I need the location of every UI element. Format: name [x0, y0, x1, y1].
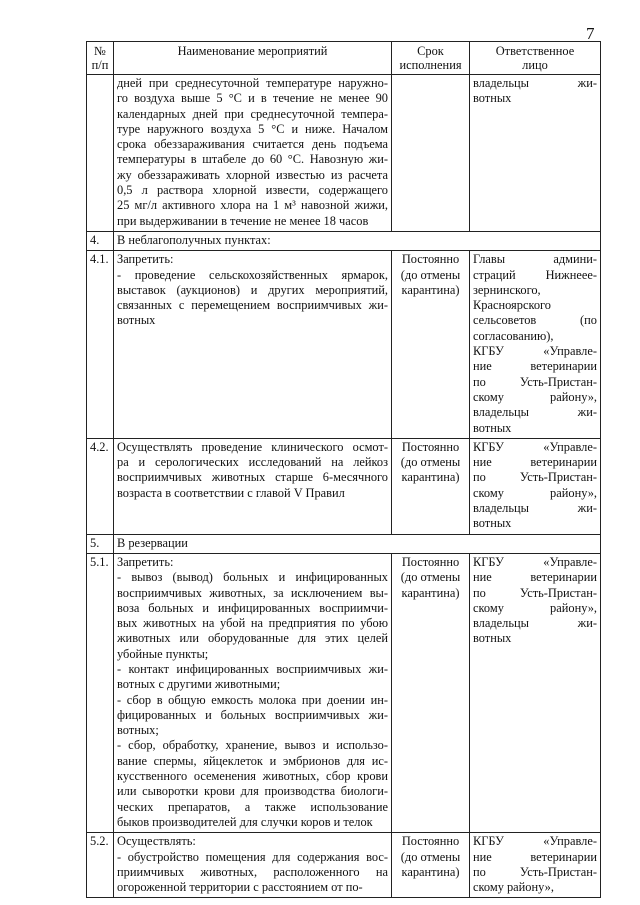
row-term [392, 251, 470, 439]
cell-line: скому району», [473, 880, 554, 895]
cell-line: туре наружного воздуха 5 °С и ниже. Началом [117, 121, 388, 136]
cell-line: огороженной территории с расстоянием от по- [117, 880, 363, 895]
cell-line: срока обеззараживания считается день подъема [117, 137, 388, 152]
table-row-5-2 [87, 833, 601, 898]
cell-line: 0,5 л раствора хлорной извести, содержащего [117, 183, 388, 198]
cell-line: связанных с перемещением восприимчивых жи- [117, 298, 388, 313]
cell-line: сельсоветов (по [473, 313, 597, 328]
cell-line: вотных [473, 91, 512, 106]
table-row-5-1 [87, 553, 601, 832]
cell-line: ческих препаратов, а также использование [117, 799, 388, 814]
cell-line: скому району», [473, 600, 597, 615]
cell-line: животных или оборудованные для этих целей [117, 631, 388, 646]
cell-line: ние ветеринарии [473, 359, 597, 374]
cell-line: Осуществлять проведение клинического осмот- [117, 439, 388, 454]
cell-line: Главы админи- [473, 252, 597, 267]
section-number: 5. [87, 534, 114, 553]
cell-line: быков производителей для случки коров и телок [117, 814, 373, 829]
cell-line: Постоянно [401, 439, 460, 454]
cell-line: (до отмены [400, 455, 461, 470]
cell-line: - сбор в общую емкость молока при доении ин- [117, 692, 388, 707]
cell-line: приимчивых животных, расположенного на [117, 864, 388, 879]
header-name: Наименование мероприятий [114, 42, 392, 75]
cell-line: вотных [117, 313, 156, 328]
cell-line: го воздуха выше 5 °С и в течение не менее 90 [117, 91, 388, 106]
cell-line: вотных [473, 631, 512, 646]
cell-line: страций Нижнеее- [473, 267, 597, 282]
header-term-line: исполнения [399, 58, 462, 72]
cell-line: по Усть-Пристан- [473, 470, 597, 485]
header-responsible-line: Ответственное [495, 44, 575, 58]
cell-line: владельцы жи- [473, 405, 597, 420]
cell-line: выставок (аукционов) и других мероприятий, [117, 282, 388, 297]
cell-line: по Усть-Пристан- [473, 864, 597, 879]
cell-line: Запретить: [117, 554, 174, 569]
cell-line: вотных; [117, 723, 159, 738]
measures-table [86, 41, 601, 898]
row-term [392, 553, 470, 832]
row-term [392, 438, 470, 534]
section-number: 4. [87, 231, 114, 250]
cell-line: убойные пункты; [117, 646, 209, 661]
cell-line: фицированных и больных восприимчивых жи- [117, 707, 388, 722]
header-number-line: п/п [91, 58, 109, 72]
cell-line: зернинского, [473, 282, 541, 297]
cell-line: ние ветеринарии [473, 570, 597, 585]
cell-line: согласованию), [473, 328, 554, 343]
cell-line: или сыворотки крови для производства биологи- [117, 784, 388, 799]
cell-line: при выдерживании в течение не менее 18 часов [117, 213, 369, 228]
cell-line: вотных [473, 516, 512, 531]
row-number [87, 75, 114, 232]
cell-line: вых животных на убой на предприятия по убою [117, 616, 388, 631]
cell-line: владельцы жи- [473, 501, 597, 516]
cell-line: кусственного осеменения животных, сбор крови [117, 769, 388, 784]
header-term-line: Срок [417, 44, 444, 58]
header-number [87, 42, 114, 75]
table-header-row [87, 42, 601, 75]
cell-line: вотных [473, 420, 512, 435]
cell-line: карантина) [401, 864, 460, 879]
page-number: 7 [586, 24, 595, 43]
cell-line: владельцы жи- [473, 76, 597, 90]
row-name [114, 833, 392, 898]
cell-line: Постоянно [401, 834, 460, 849]
cell-line: возраста в соответствии с главой V Правил [117, 485, 345, 500]
section-row-5 [87, 534, 601, 553]
cell-line: владельцы жи- [473, 616, 597, 631]
section-title: В неблагополучных пунктах: [114, 231, 601, 250]
row-responsible [470, 553, 601, 832]
row-number: 4.2. [87, 438, 114, 534]
cell-line: по Усть-Пристан- [473, 585, 597, 600]
row-name [114, 438, 392, 534]
cell-line: Красноярского [473, 298, 551, 313]
cell-line: КГБУ «Управле- [473, 344, 597, 359]
cell-line: КГБУ «Управле- [473, 554, 597, 569]
cell-line: восприимчивых животных, за исключением вы- [117, 585, 388, 600]
row-term [392, 833, 470, 898]
cell-line: Запретить: [117, 252, 174, 267]
header-term [392, 42, 470, 75]
row-responsible [470, 75, 601, 232]
row-responsible [470, 833, 601, 898]
table-row-4-2 [87, 438, 601, 534]
header-number-line: № [94, 44, 106, 58]
cell-line: скому району», [473, 389, 597, 404]
row-number: 5.2. [87, 833, 114, 898]
row-term [392, 75, 470, 232]
cell-line: карантина) [401, 585, 460, 600]
cell-line: температуры в штабеле до 60 °С. Навозную жи- [117, 152, 388, 167]
cell-line: КГБУ «Управле- [473, 439, 597, 454]
cell-line: Постоянно [401, 554, 460, 569]
cell-line: дней при среднесуточной температуре наружно- [117, 76, 388, 90]
table-row-continued [87, 75, 601, 232]
section-title: В резервации [114, 534, 601, 553]
cell-line: по Усть-Пристан- [473, 374, 597, 389]
cell-line: - проведение сельскохозяйственных ярмарок, [117, 267, 388, 282]
cell-line: карантина) [401, 470, 460, 485]
cell-line: ние ветеринарии [473, 849, 597, 864]
cell-line: (до отмены [400, 849, 461, 864]
row-name [114, 251, 392, 439]
row-name [114, 553, 392, 832]
cell-line: Осуществлять: [117, 834, 196, 849]
cell-line: восприимчивых животных старше 6-месячного [117, 470, 388, 485]
cell-line: КГБУ «Управле- [473, 834, 597, 849]
cell-line: Постоянно [401, 252, 460, 267]
cell-line: вание спермы, яйцеклеток и эмбрионов для ис- [117, 753, 388, 768]
cell-line: (до отмены [400, 267, 461, 282]
header-responsible-line: лицо [522, 58, 548, 72]
row-number: 5.1. [87, 553, 114, 832]
cell-line: - контакт инфицированных восприимчивых жи- [117, 661, 388, 676]
cell-line: воза больных и инфицированных восприимчи- [117, 600, 388, 615]
cell-line: - сбор, обработку, хранение, вывоз и использо- [117, 738, 388, 753]
cell-line: 25 мг/л активного хлора на 1 м³ навозной жижи, [117, 198, 388, 213]
cell-line: карантина) [401, 282, 460, 297]
cell-line: (до отмены [400, 570, 461, 585]
cell-line: вотных с другими животными; [117, 677, 281, 692]
cell-line: - обустройство помещения для содержания вос- [117, 849, 388, 864]
cell-line: ние ветеринарии [473, 455, 597, 470]
cell-line: - вывоз (вывод) больных и инфицированных [117, 570, 388, 585]
cell-line: скому району», [473, 485, 597, 500]
cell-line: календарных дней при среднесуточной темпера- [117, 106, 388, 121]
row-name [114, 75, 392, 232]
header-responsible [470, 42, 601, 75]
row-number: 4.1. [87, 251, 114, 439]
table-row-4-1 [87, 251, 601, 439]
row-responsible [470, 251, 601, 439]
section-row-4 [87, 231, 601, 250]
row-responsible [470, 438, 601, 534]
cell-line: жу обеззараживать хлорной известью из расчета [117, 167, 388, 182]
cell-line: ра и серологических исследований на лейкоз [117, 455, 388, 470]
